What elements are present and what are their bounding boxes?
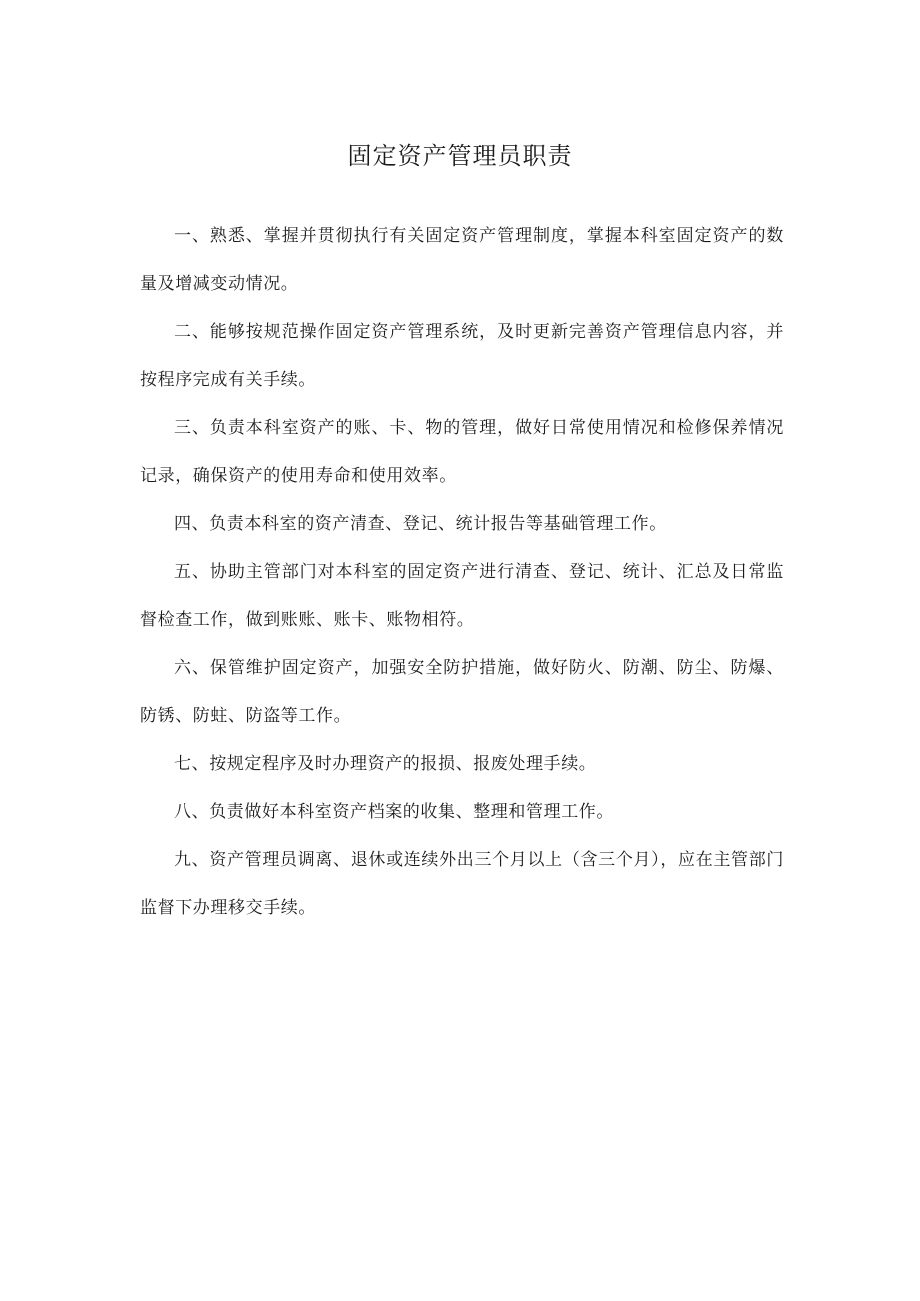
paragraph-5: 五、协助主管部门对本科室的固定资产进行清查、登记、统计、汇总及日常监督检查工作，做到账账、账卡、账物相符。 [140, 562, 784, 630]
document-body [140, 212, 784, 932]
paragraph-3: 三、负责本科室资产的账、卡、物的管理，做好日常使用情况和检修保养情况记录，确保资产的使用寿命和使用效率。 [140, 418, 784, 486]
paragraph-9: 九、资产管理员调离、退休或连续外出三个月以上（含三个月），应在主管部门监督下办理移交手续。 [140, 850, 784, 918]
paragraph-4: 四、负责本科室的资产清查、登记、统计报告等基础管理工作。 [174, 514, 667, 534]
document-title: 固定资产管理员职责 [347, 142, 573, 171]
paragraph-6: 六、保管维护固定资产，加强安全防护措施，做好防火、防潮、防尘、防爆、防锈、防蛀、防盗等工作。 [140, 658, 784, 726]
paragraph-8: 八、负责做好本科室资产档案的收集、整理和管理工作。 [174, 802, 614, 822]
paragraph-1: 一、熟悉、掌握并贯彻执行有关固定资产管理制度，掌握本科室固定资产的数量及增减变动情况。 [140, 226, 784, 294]
paragraph-7: 七、按规定程序及时办理资产的报损、报废处理手续。 [174, 754, 597, 774]
paragraph-2: 二、能够按规范操作固定资产管理系统，及时更新完善资产管理信息内容，并按程序完成有关手续。 [140, 322, 784, 390]
